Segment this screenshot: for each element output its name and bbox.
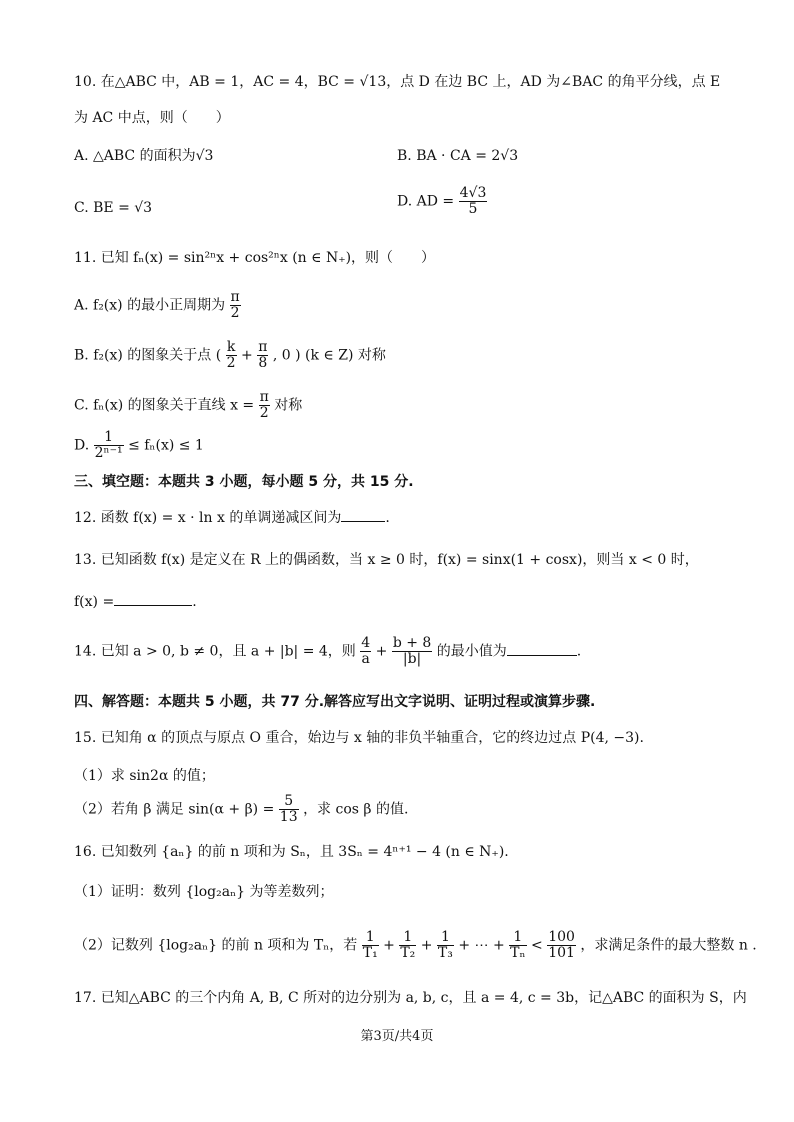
q11-a-fraction xyxy=(230,290,241,321)
q13-answer-blank xyxy=(114,592,192,606)
q11-b-suffix: , 0 ) (k ∈ Z) 对称 xyxy=(272,347,386,364)
q16-frac-tn: $\frac{1}{\text{Tₙ}}$ xyxy=(510,929,526,961)
section-3-heading: 三、填空题：本题共 3 小题，每小题 5 分，共 15 分. xyxy=(74,474,414,490)
q10-d-den: 5 xyxy=(468,201,478,217)
q11-option-d xyxy=(74,430,204,461)
q16-part2: （2）记数列 {log₂aₙ} 的前 n 项和为 Tₙ，若 $\frac{1}{\text{T₁}}$ + $\frac{1}{\text{T₂}}$ + $\frac{1}{\text{T₃}}$ + ⋯ + $\frac{1}{\text{Tₙ}}$ < $\frac{100}{101}$ ，求满足条件的最大整数 n . xyxy=(74,929,757,961)
q14-end: . xyxy=(576,643,582,660)
q16-dots: + ⋯ + xyxy=(458,937,505,954)
q11-a-num: π xyxy=(230,289,240,305)
q16-frac-t2: $\frac{1}{\text{T₂}}$ xyxy=(400,929,416,961)
q17-stem: 17. 已知△ABC 的三个内角 A, B, C 所对的边分别为 a, b, c，且 a = 4, c = 3b，记△ABC 的面积为 S，内 xyxy=(74,990,747,1006)
q10-option-d xyxy=(397,186,487,217)
q11-d-suffix: ≤ fₙ(x) ≤ 1 xyxy=(128,437,204,454)
q11-b-fraction-pi xyxy=(257,340,268,371)
q15-p2-prefix: （2）若角 β 满足 sin(α + β) = xyxy=(74,801,275,818)
q14-f1-num: 4 xyxy=(361,635,371,651)
q11-option-a xyxy=(74,290,241,321)
q10-stem-line2: 为 AC 中点，则（ ） xyxy=(74,110,230,126)
q14-fraction-2 xyxy=(392,636,433,667)
q14-f1-den: a xyxy=(361,651,370,667)
q14-f2-den: |b| xyxy=(402,651,422,667)
q13-line2 xyxy=(74,592,197,612)
q11-a-prefix: A. f₂(x) 的最小正周期为 xyxy=(74,297,226,314)
q11-stem: 11. 已知 fₙ(x) = sin²ⁿx + cos²ⁿx (n ∈ N₊)，则（ ） xyxy=(74,250,436,266)
q15-part2 xyxy=(74,794,408,825)
q10-d-prefix: D. AD = xyxy=(397,193,455,210)
q11-option-b: B. f₂(x) 的图象关于点 ( $\frac{k}{2}$ + $\frac{\pi}{8}$ , 0 ) (k ∈ Z) 对称 xyxy=(74,339,386,371)
page-footer: 第3页/共4页 xyxy=(360,1029,434,1044)
q14-answer-blank xyxy=(507,642,577,656)
section-4-heading: 四、解答题：本题共 5 小题，共 77 分.解答应写出文字说明、证明过程或演算步骤. xyxy=(74,694,596,710)
q14-suffix: 的最小值为 xyxy=(436,643,507,660)
q12-answer-blank xyxy=(341,508,385,522)
q13-line1: 13. 已知函数 f(x) 是定义在 R 上的偶函数，当 x ≥ 0 时，f(x) = sinx(1 + cosx)，则当 x < 0 时， xyxy=(74,552,699,568)
q15-part1: （1）求 sin2α 的值； xyxy=(74,768,215,784)
q10-stem-line1: 10. 在△ABC 中，AB = 1，AC = 4，BC = √13，点 D 在边 BC 上，AD 为∠BAC 的角平分线，点 E xyxy=(74,74,721,90)
q14-fraction-1 xyxy=(360,636,371,667)
q11-d-num: 1 xyxy=(94,430,124,446)
q11-b-k-den: 2 xyxy=(226,355,236,371)
q11-b-fraction-k xyxy=(226,340,237,371)
q10-d-fraction xyxy=(459,186,488,217)
q16-frac-t3: $\frac{1}{\text{T₃}}$ xyxy=(437,929,453,961)
q15-stem: 15. 已知角 α 的顶点与原点 O 重合，始边与 x 轴的非负半轴重合，它的终边过点 P(4, −3). xyxy=(74,730,644,746)
q11-b-pi-num: π xyxy=(258,339,268,355)
q15-den: 13 xyxy=(279,809,298,825)
q11-c-fraction xyxy=(259,390,270,421)
q16-p2-prefix: （2）记数列 {log₂aₙ} 的前 n 项和为 Tₙ，若 xyxy=(74,937,358,954)
q13-lhs: f(x) = xyxy=(74,594,115,610)
q14-f2-num: b + 8 xyxy=(392,635,432,651)
q10-d-num: 4√3 xyxy=(459,185,487,201)
q10-option-a: A. △ABC 的面积为√3 xyxy=(74,148,214,164)
q11-b-prefix: B. f₂(x) 的图象关于点 xyxy=(74,347,212,364)
q12-end: . xyxy=(385,510,390,526)
q16-part1: （1）证明：数列 {log₂aₙ} 为等差数列； xyxy=(74,884,334,900)
q14: 14. 已知 a > 0, b ≠ 0，且 a + |b| = 4，则 $\frac{4}{a}$ + $\frac{b + 8}{|b|}$ 的最小值为 . xyxy=(74,635,582,667)
q13-end: . xyxy=(192,594,197,610)
q16-p2-suffix: ，求满足条件的最大整数 n . xyxy=(580,937,757,954)
q16-frac-rhs: $\frac{100}{101}$ xyxy=(548,929,575,961)
q11-c-den: 2 xyxy=(259,405,269,421)
q11-option-c xyxy=(74,390,302,421)
q15-num: 5 xyxy=(279,794,299,810)
q16-frac-t1: $\frac{1}{\text{T₁}}$ xyxy=(362,929,378,961)
q11-d-fraction xyxy=(94,430,124,461)
q10-option-c: C. BE = √3 xyxy=(74,200,153,216)
q15-p2-suffix: ，求 cos β 的值. xyxy=(303,801,409,818)
q10-option-b: B. BA · CA = 2√3 xyxy=(397,148,519,164)
q11-d-prefix: D. xyxy=(74,437,90,454)
q11-c-suffix: 对称 xyxy=(274,397,303,414)
q11-a-den: 2 xyxy=(230,305,240,321)
q16-lt: < xyxy=(531,937,543,954)
q12-text: 12. 函数 f(x) = x · ln x 的单调递减区间为 xyxy=(74,510,342,526)
q11-d-den: 2ⁿ⁻¹ xyxy=(94,445,123,461)
q15-fraction xyxy=(279,794,299,825)
q11-b-pi-den: 8 xyxy=(258,355,268,371)
q11-b-k-num: k xyxy=(226,339,236,355)
q12 xyxy=(74,508,390,528)
q14-prefix: 14. 已知 a > 0, b ≠ 0，且 a + |b| = 4，则 xyxy=(74,643,356,660)
q11-c-prefix: C. fₙ(x) 的图象关于直线 x = xyxy=(74,397,255,414)
q16-stem: 16. 已知数列 {aₙ} 的前 n 项和为 Sₙ，且 3Sₙ = 4ⁿ⁺¹ − 4 (n ∈ N₊). xyxy=(74,844,509,860)
q11-c-num: π xyxy=(259,389,269,405)
